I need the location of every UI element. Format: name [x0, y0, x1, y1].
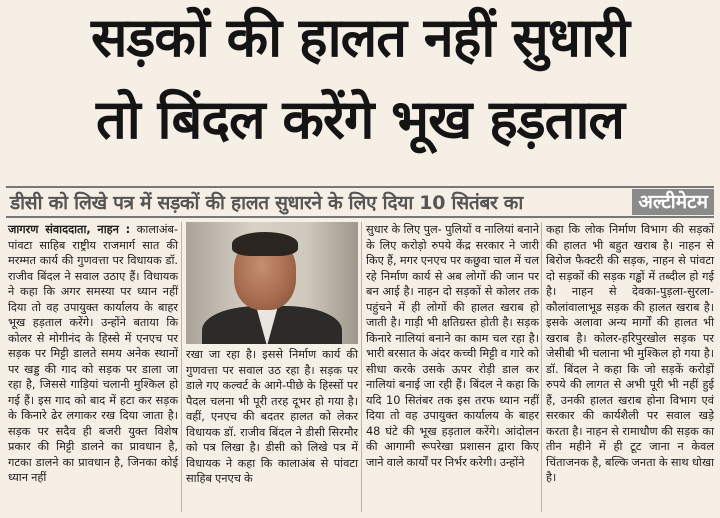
column-divider	[541, 222, 542, 512]
article-column-3	[366, 222, 539, 470]
mla-portrait-photo	[186, 222, 358, 344]
headline-line-1: सड़कों की हालत नहीं सुधारी	[91, 5, 629, 69]
article-column-4	[546, 222, 714, 486]
article-column-2	[186, 347, 358, 487]
subheadline	[6, 186, 714, 218]
column-2-text: रखा जा रहा है। इससे निर्माण कार्य की गुणवत्ता पर सवाल उठ रहा है। सड़क पर डाले गए कल्वर्ट के आगे-पीछे के हिस्सों पर पैदल चलना भी पूरी तरह दूभर हो गया है। वहीं, एनएच की बदतर हालत को लेकर विधायक डॉ. राजीव बिंदल ने डीसी सिरमौर को पत्र लिखा है। डीसी को लिखे पत्र में विधायक ने कहा कि कालाअंब से पांवटा साहिब एनएच के	[186, 348, 358, 485]
column-1-text: कालाअंब-पांवटा साहिब राष्ट्रीय राजमार्ग सात की मरम्मत कार्य की गुणवत्ता पर विधायक डॉ. राजीव बिंदल ने सवाल उठाए हैं। विधायक ने कहा कि अगर समस्या पर ध्यान नहीं दिया तो वह उपायुक्त कार्यालय के बाहर भूख हड़ताल करेंगे। उन्होंने बताया कि कोलर से मोगीनंद के हिस्से में एनएच पर सड़क पर मिट्टी डालते समय अनेक स्थानों पर खड्ड की गाद को सड़क पर डाला जा रहा है, जिससे गाड़ियां चलानी मुश्किल हो गई हैं। इस गाद को बाद में हटा कर सड़क के किनारे ढेर लगाकर रख दिया जाता है। सड़क पर सदैव ही बजरी युक्त विशेष प्रकार की मिट्टी डालने का प्रावधान है, गटका डालने का प्रावधान है, जिनका कोई ध्यान नहीं	[8, 223, 178, 484]
subheadline-text: डीसी को लिखे पत्र में सड़कों की हालत सुधारने के लिए दिया 10 सितंबर का	[10, 192, 524, 214]
ultimatum-badge: अल्टीमेटम	[632, 189, 714, 215]
dateline: जागरण संवाददाता, नाहन :	[8, 223, 131, 236]
column-divider	[361, 222, 362, 512]
column-4-text: कहा कि लोक निर्माण विभाग की सड़कों की हालत भी बहुत खराब है। नाहन से बिरोज फैक्टरी की सड़क, नाहन से पांवटा दो सड़कों की सड़क गड्ढों में तब्दील हो गई है। नाहन से देवका-पुड़ला-सुरला-कौलांवालाभूड सड़क की हालत खराब है। इसके अलावा अन्य मार्गों की हालत भी खराब है। कोलर-हरिपुरखोल सड़क पर जेसीबी भी चलाना भी मुश्किल हो गया है। डॉ. बिंदल ने कहा कि जो सड़कें करोड़ों रुपये की लागत से अभी पूरी भी नहीं हुई हैं, उनकी हालत खराब होना विभाग एवं सरकार की कार्यशैली पर सवाल खड़े करता है। नाहन से रामाधौण की सड़क का तीन महीने में ही टूट जाना न केवल चिंताजनक है, बल्कि जनता के साथ धोखा है।	[546, 223, 714, 484]
column-3-text: सुधार के लिए पुल- पुलियों व नालियां बनाने के लिए करोड़ो रुपये केंद्र सरकार ने जारी किए हैं, मगर एनएच पर कछुवा चाल में चल रहे निर्माण कार्य से अब लोगों की जान पर बन आई है। नाहन दो सड़कों से कोलर तक पहुंचने में ही लोगों की हालत खराब हो जाती है। गाड़ी भी क्षतिग्रस्त होती है। सड़क किनारे नालियां बनाने का काम चल रहा है। भारी बरसात के अंदर कच्ची मिट्टी व गारे को सीधा करके उसके ऊपर रोड़ी डाल कर नालियां बनाई जा रही हैं। बिंदल ने कहा कि यदि 10 सितंबर तक इस तरफ ध्यान नहीं दिया तो वह उपायुक्त कार्यालय के बाहर 48 घंटे की भूख हड़ताल करेंगे। आंदोलन की आगामी रूपरेखा प्रशासन द्वारा किए जाने वाले कार्यों पर निर्भर करेगी। उन्होंने	[366, 223, 539, 469]
article-column-1	[8, 222, 178, 486]
column-divider	[181, 222, 182, 512]
headline-line-2: तो बिंदल करेंगे भूख हड़ताल	[95, 87, 625, 151]
photo-hair-shape	[232, 232, 298, 256]
